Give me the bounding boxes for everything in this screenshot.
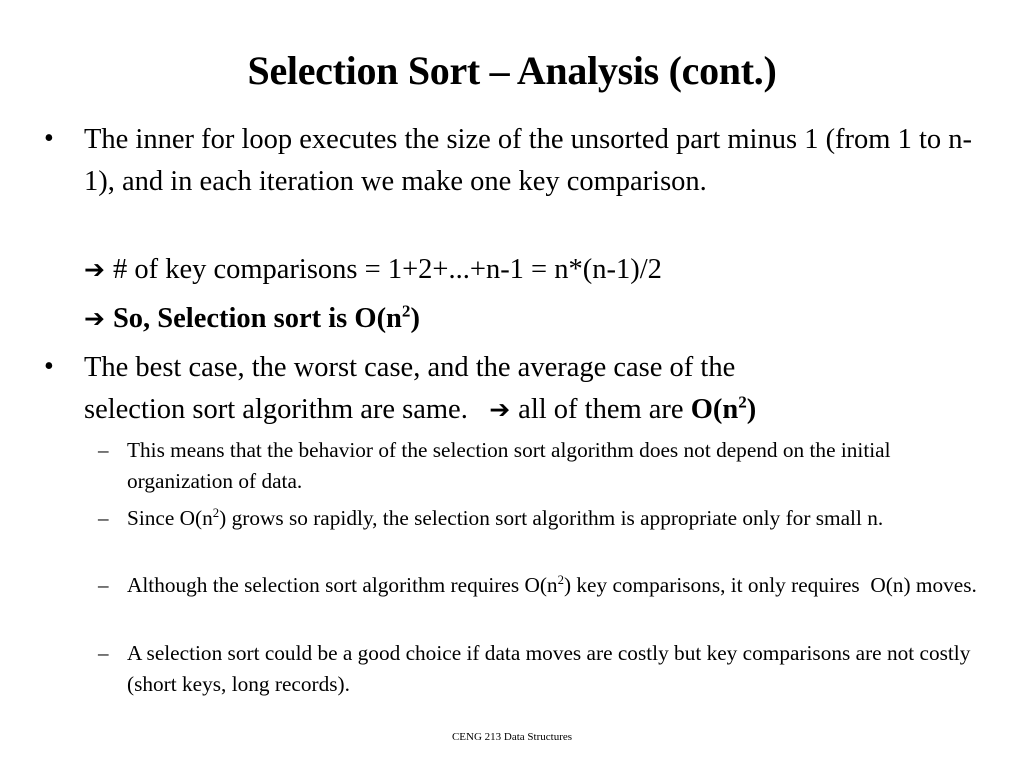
dash-icon: – — [98, 506, 109, 530]
bullet-icon: • — [44, 123, 54, 154]
bullet-icon: • — [44, 351, 54, 382]
conclusion-text-end: ) — [410, 303, 420, 334]
bullet-text-line: The best case, the worst case, and the average case of the — [84, 352, 736, 383]
sub-bullet-text: A selection sort could be a good choice if data moves are costly but key comparisons are not costly (short keys, long records). — [127, 641, 971, 696]
sub-bullet-text: This means that the behavior of the selection sort algorithm does not depend on the initial organization of data. — [127, 438, 891, 493]
arrow-line — [84, 249, 662, 291]
arrow-line-conclusion — [84, 298, 420, 340]
arrow-right-icon: ➔ — [84, 304, 105, 333]
big-o-bold — [691, 394, 757, 425]
text: all of them are — [518, 394, 684, 425]
conclusion-text: So, Selection sort is O(n — [112, 303, 402, 334]
text: O(n — [690, 394, 739, 425]
arrow-right-icon: ➔ — [84, 255, 105, 284]
text: selection sort algorithm are same. — [84, 394, 468, 425]
slide-title: Selection Sort – Analysis (cont.) — [247, 48, 777, 93]
comparison-count-text: # of key comparisons = 1+2+...+n-1 = n*(n-1)/2 — [112, 254, 662, 285]
text: ) — [746, 394, 757, 425]
arrow-right-icon: ➔ — [489, 395, 511, 424]
superscript: 2 — [212, 505, 220, 520]
text: ) key comparisons, it only requires O(n) moves. — [563, 573, 977, 597]
slide-footer: CENG 213 Data Structures — [451, 731, 573, 743]
superscript: 2 — [401, 301, 411, 321]
bullet-text-line — [84, 389, 984, 431]
dash-icon: – — [98, 641, 109, 665]
superscript: 2 — [738, 392, 747, 412]
text: Although the selection sort algorithm requires O(n — [127, 573, 558, 597]
superscript: 2 — [557, 572, 564, 587]
bullet-text — [84, 347, 984, 431]
dash-icon: – — [98, 438, 109, 462]
text: Since O(n — [127, 506, 213, 530]
dash-icon: – — [98, 573, 109, 597]
sub-bullet-text — [127, 570, 987, 601]
bullet-text: The inner for loop executes the size of the unsorted part minus 1 (from 1 to n-1), and in each iteration we make one key comparison. — [84, 124, 972, 197]
text: ) grows so rapidly, the selection sort algorithm is appropriate only for small n. — [219, 506, 884, 530]
sub-bullet-text — [127, 503, 987, 534]
